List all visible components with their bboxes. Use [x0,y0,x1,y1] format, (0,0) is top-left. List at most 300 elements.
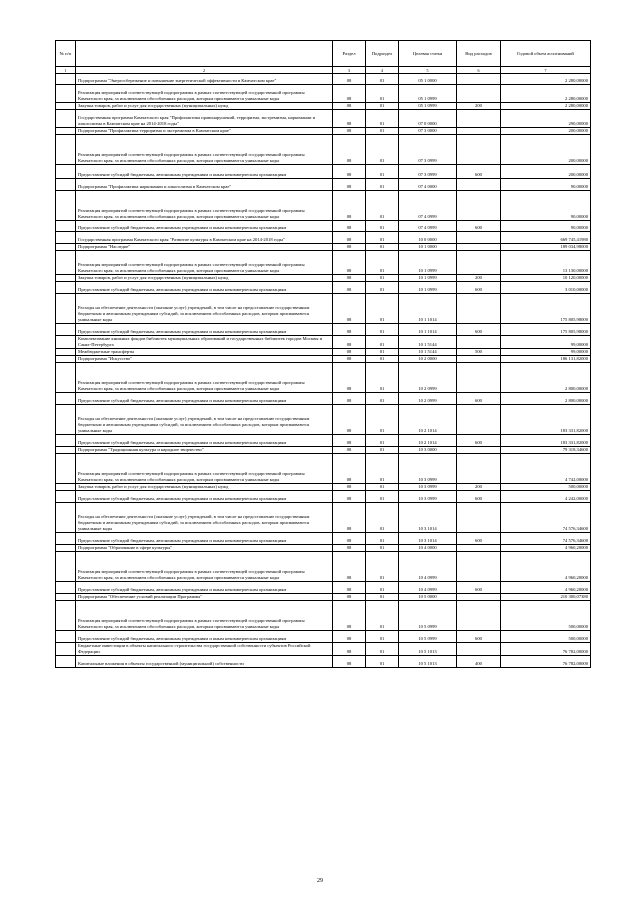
table-row [56,349,591,356]
cell-razdel: 08 [333,165,366,179]
cell-razdel: 08 [333,110,366,128]
cell-expense-type: 600 [457,282,501,294]
cell-amount: 79 318,34600 [501,447,591,454]
cell-name: Бюджетные инвестиции в объекты капитального строительства государственной собственности субъектов Российской Федерации [76,643,333,656]
cell-podrazdel: 01 [366,363,399,393]
cell-podrazdel: 01 [366,251,399,275]
cell-name: Реализация мероприятий соответствующей подпрограммы в рамках соответствующей государственной программы Камчатского края, за исключением обособленных расходов, которым присваиваются уникальные коды [76,191,333,221]
cell-number [56,336,76,349]
column-number: 7 [501,67,591,74]
table-row [56,251,591,275]
cell-razdel: 08 [333,349,366,356]
cell-amount: 3 010,00000 [501,282,591,294]
cell-target-article: 07 4 0999 [399,191,457,221]
cell-amount: 200,00000 [501,165,591,179]
table-row [56,601,591,631]
cell-name: Предоставление субсидий бюджетным, автономным учреждениям и иным некоммерческим организациям [76,324,333,336]
cell-amount: 183 331,82000 [501,435,591,447]
cell-name: Предоставление субсидий бюджетным, автономным учреждениям и иным некоммерческим организациям [76,393,333,405]
cell-number [56,447,76,454]
cell-name: Предоставление субсидий бюджетным, автономным учреждениям и иным некоммерческим организациям [76,631,333,643]
table-row [56,454,591,484]
column-number: 2 [76,67,333,74]
cell-podrazdel: 01 [366,110,399,128]
cell-target-article: 10 1 0999 [399,251,457,275]
cell-podrazdel: 01 [366,643,399,656]
cell-expense-type: 600 [457,435,501,447]
table-row [56,74,591,85]
table-row [56,275,591,282]
cell-expense-type: 200 [457,484,501,491]
cell-podrazdel: 01 [366,503,399,533]
cell-number [56,74,76,85]
cell-podrazdel: 01 [366,232,399,244]
table-row [56,165,591,179]
cell-podrazdel: 01 [366,135,399,165]
column-number: 6 [457,67,501,74]
cell-target-article: 10 3 0999 [399,491,457,503]
cell-number [56,165,76,179]
table-row [56,324,591,336]
cell-number [56,393,76,405]
column-number: 1 [56,67,76,74]
table-row [56,191,591,221]
table-row [56,435,591,447]
table-row [56,656,591,668]
cell-razdel: 08 [333,552,366,582]
cell-amount: 99,00000 [501,349,591,356]
cell-razdel: 08 [333,244,366,251]
cell-amount: 183 331,82000 [501,405,591,435]
cell-number [56,552,76,582]
cell-amount: 2 800,00000 [501,393,591,405]
cell-podrazdel: 01 [366,282,399,294]
cell-number [56,582,76,594]
table-row [56,631,591,643]
cell-razdel: 08 [333,435,366,447]
cell-target-article: 10 1 1014 [399,324,457,336]
cell-expense-type [457,74,501,85]
cell-amount: 200,00000 [501,128,591,135]
cell-razdel: 08 [333,631,366,643]
cell-target-article: 07 0 0000 [399,110,457,128]
table-row [56,244,591,251]
cell-razdel: 08 [333,232,366,244]
cell-target-article: 10 5 0000 [399,594,457,601]
cell-name: Расходы на обеспечение деятельности (оказание услуг) учреждений, в том числе на предоставление государственным бюджетным и автономным учреждениям субсидий, за исключением обособленных расходов, которым присваиваются уникальные коды [76,503,333,533]
cell-number [56,103,76,110]
table-row [56,484,591,491]
cell-razdel: 08 [333,135,366,165]
cell-razdel: 08 [333,643,366,656]
cell-razdel: 08 [333,491,366,503]
cell-amount: 500,00000 [501,601,591,631]
cell-name: Подпрограмма "Искусство" [76,356,333,363]
table-row [56,135,591,165]
cell-name: Государственная программа Камчатского края "Профилактика правонарушений, терроризма, экстремизма, наркомании и алкоголизма в Камчатском крае на 2014-2018 годы" [76,110,333,128]
cell-number [56,135,76,165]
cell-podrazdel: 01 [366,454,399,484]
table-row [56,85,591,103]
cell-number [56,631,76,643]
cell-name: Расходы на обеспечение деятельности (оказание услуг) учреждений, в том числе на предоставление государственным бюджетным и автономным учреждениям субсидий, за исключением обособленных расходов, которым присваиваются уникальные коды [76,294,333,324]
cell-amount: 74 576,34600 [501,533,591,545]
column-number: 5 [399,67,457,74]
cell-amount: 76 782,00000 [501,643,591,656]
cell-name: Предоставление субсидий бюджетным, автономным учреждениям и иным некоммерческим организациям [76,582,333,594]
cell-podrazdel: 01 [366,294,399,324]
cell-name: Предоставление субсидий бюджетным, автономным учреждениям и иным некоммерческим организациям [76,282,333,294]
cell-razdel: 08 [333,594,366,601]
cell-number [56,282,76,294]
cell-number [56,349,76,356]
cell-expense-type [457,363,501,393]
budget-table [55,40,591,668]
cell-razdel: 08 [333,179,366,191]
cell-amount: 4 960,20000 [501,582,591,594]
cell-target-article: 10 1 5144 [399,336,457,349]
cell-number [56,110,76,128]
cell-amount: 669 745,41980 [501,232,591,244]
cell-target-article: 10 1 5144 [399,349,457,356]
cell-expense-type: 600 [457,582,501,594]
cell-podrazdel: 01 [366,405,399,435]
header-podrazdel: Подраздел [366,41,399,67]
cell-razdel: 08 [333,656,366,668]
cell-number [56,191,76,221]
cell-amount: 175 805,98000 [501,294,591,324]
cell-podrazdel: 01 [366,103,399,110]
cell-target-article: 10 2 0999 [399,363,457,393]
cell-number [56,594,76,601]
table-row [56,503,591,533]
cell-amount: 74 576,34600 [501,503,591,533]
cell-name: Подпрограмма "Наследие" [76,244,333,251]
cell-expense-type: 600 [457,324,501,336]
cell-name: Закупка товаров, работ и услуг для государственных (муниципальных) нужд [76,275,333,282]
cell-number [56,601,76,631]
cell-podrazdel: 01 [366,128,399,135]
cell-amount: 90,00000 [501,191,591,221]
cell-razdel: 08 [333,103,366,110]
cell-razdel: 08 [333,503,366,533]
cell-target-article: 10 5 0999 [399,631,457,643]
cell-name: Предоставление субсидий бюджетным, автономным учреждениям и иным некоммерческим организациям [76,491,333,503]
cell-podrazdel: 01 [366,552,399,582]
cell-number [56,251,76,275]
cell-expense-type: 600 [457,221,501,232]
cell-target-article: 10 3 1014 [399,533,457,545]
cell-target-article: 10 5 1013 [399,643,457,656]
table-row [56,393,591,405]
cell-number [56,656,76,668]
cell-name: Подпрограмма "Профилактика терроризма и экстремизма в Камчатском крае" [76,128,333,135]
cell-razdel: 08 [333,128,366,135]
cell-target-article: 10 5 1013 [399,656,457,668]
cell-name: Закупка товаров, работ и услуг для государственных (муниципальных) нужд [76,484,333,491]
cell-target-article: 07 3 0000 [399,128,457,135]
cell-podrazdel: 01 [366,631,399,643]
cell-target-article: 05 1 0999 [399,103,457,110]
cell-expense-type [457,503,501,533]
header-number: № п/п [56,41,76,67]
cell-razdel: 08 [333,545,366,552]
cell-podrazdel: 01 [366,393,399,405]
cell-amount: 500,00000 [501,631,591,643]
cell-razdel: 08 [333,356,366,363]
cell-number [56,491,76,503]
cell-name: Капитальные вложения в объекты государственной (муниципальной) собственности [76,656,333,668]
cell-target-article: 10 3 1014 [399,503,457,533]
cell-expense-type [457,405,501,435]
cell-expense-type [457,545,501,552]
cell-razdel: 08 [333,484,366,491]
cell-name: Предоставление субсидий бюджетным, автономным учреждениям и иным некоммерческим организациям [76,221,333,232]
cell-number [56,128,76,135]
cell-razdel: 08 [333,582,366,594]
table-row [56,110,591,128]
table-row [56,552,591,582]
cell-number [56,435,76,447]
cell-podrazdel: 01 [366,484,399,491]
cell-expense-type [457,552,501,582]
cell-target-article: 10 0 0000 [399,232,457,244]
cell-expense-type [457,179,501,191]
cell-number [56,294,76,324]
cell-name: Предоставление субсидий бюджетным, автономным учреждениям и иным некоммерческим организациям [76,165,333,179]
cell-number [56,356,76,363]
cell-podrazdel: 01 [366,356,399,363]
cell-amount: 189 034,98000 [501,244,591,251]
table-row [56,103,591,110]
cell-razdel: 08 [333,324,366,336]
cell-target-article: 07 4 0000 [399,179,457,191]
table-row [56,356,591,363]
cell-podrazdel: 01 [366,165,399,179]
cell-razdel: 08 [333,251,366,275]
cell-number [56,405,76,435]
header-razdel: Раздел [333,41,366,67]
cell-target-article: 07 3 0999 [399,135,457,165]
cell-amount: 10 120,00000 [501,275,591,282]
cell-target-article: 10 4 0000 [399,545,457,552]
cell-razdel: 08 [333,363,366,393]
cell-podrazdel: 01 [366,447,399,454]
cell-name: Реализация мероприятий соответствующей подпрограммы в рамках соответствующей государственной программы Камчатского края, за исключением обособленных расходов, которым присваиваются уникальные коды [76,135,333,165]
cell-name: Предоставление субсидий бюджетным, автономным учреждениям и иным некоммерческим организациям [76,435,333,447]
table-row [56,533,591,545]
header-name [76,41,333,67]
cell-number [56,221,76,232]
cell-expense-type [457,244,501,251]
cell-expense-type [457,251,501,275]
table-row [56,232,591,244]
header-target-article: Целевая статья [399,41,457,67]
cell-podrazdel: 01 [366,545,399,552]
cell-podrazdel: 01 [366,594,399,601]
cell-number [56,244,76,251]
cell-target-article: 10 5 0999 [399,601,457,631]
cell-podrazdel: 01 [366,244,399,251]
cell-target-article: 10 3 0999 [399,454,457,484]
cell-amount: 90,00000 [501,221,591,232]
cell-target-article: 07 4 0999 [399,221,457,232]
cell-expense-type [457,336,501,349]
cell-razdel: 08 [333,336,366,349]
cell-number [56,232,76,244]
cell-razdel: 08 [333,447,366,454]
cell-razdel: 08 [333,221,366,232]
cell-expense-type [457,447,501,454]
cell-target-article: 10 4 0999 [399,552,457,582]
cell-number [56,533,76,545]
cell-razdel: 08 [333,405,366,435]
cell-number [56,85,76,103]
table-row [56,447,591,454]
cell-expense-type: 200 [457,275,501,282]
cell-target-article: 10 3 0999 [399,484,457,491]
cell-expense-type: 600 [457,491,501,503]
table-row [56,221,591,232]
cell-number [56,363,76,393]
cell-target-article: 10 3 0000 [399,447,457,454]
cell-razdel: 08 [333,454,366,484]
cell-expense-type [457,85,501,103]
column-number: 4 [366,67,399,74]
table-body [56,74,591,668]
cell-podrazdel: 01 [366,324,399,336]
cell-amount: 200,00000 [501,135,591,165]
table-row [56,363,591,393]
cell-razdel: 08 [333,533,366,545]
cell-name: Предоставление субсидий бюджетным, автономным учреждениям и иным некоммерческим организациям [76,533,333,545]
cell-number [56,643,76,656]
cell-expense-type [457,594,501,601]
cell-amount: 210 300,07380 [501,594,591,601]
cell-podrazdel: 01 [366,491,399,503]
cell-amount: 2 800,00000 [501,363,591,393]
cell-name: Комплектование книжных фондов библиотек муниципальных образований и государственных библиотек городов Москвы и Санкт-Петербурга [76,336,333,349]
cell-razdel: 08 [333,601,366,631]
cell-expense-type [457,643,501,656]
cell-number [56,275,76,282]
cell-target-article: 10 4 0999 [399,582,457,594]
cell-podrazdel: 01 [366,656,399,668]
cell-razdel: 08 [333,393,366,405]
cell-number [56,545,76,552]
cell-target-article: 05 1 0999 [399,85,457,103]
table-row [56,128,591,135]
cell-amount: 2 280,00000 [501,85,591,103]
header-annual-volume: Годовой объем ассигнований [501,41,591,67]
cell-expense-type: 500 [457,349,501,356]
cell-expense-type: 600 [457,631,501,643]
cell-razdel: 08 [333,294,366,324]
table-header-row [56,41,591,67]
cell-target-article: 10 2 0000 [399,356,457,363]
cell-name: Подпрограмма "Энергосбережение и повышение энергетической эффективности в Камчатском крае" [76,74,333,85]
cell-number [56,484,76,491]
cell-name: Подпрограмма "Образование в сфере культуры" [76,545,333,552]
table-row [56,294,591,324]
cell-razdel: 08 [333,85,366,103]
cell-number [56,179,76,191]
table-row [56,643,591,656]
cell-amount: 99,00000 [501,336,591,349]
cell-podrazdel: 01 [366,435,399,447]
cell-expense-type [457,232,501,244]
cell-name: Реализация мероприятий соответствующей подпрограммы в рамках соответствующей государственной программы Камчатского края, за исключением обособленных расходов, которым присваиваются уникальные коды [76,601,333,631]
table-row [56,594,591,601]
cell-expense-type: 400 [457,656,501,668]
cell-amount: 76 782,00000 [501,656,591,668]
page-number: 29 [317,878,323,884]
cell-amount: 4 960,20000 [501,545,591,552]
cell-podrazdel: 01 [366,582,399,594]
cell-target-article: 05 1 0000 [399,74,457,85]
cell-amount: 13 130,00000 [501,251,591,275]
cell-amount: 186 131,82000 [501,356,591,363]
cell-expense-type: 200 [457,103,501,110]
cell-target-article: 10 1 0999 [399,275,457,282]
cell-target-article: 10 1 0999 [399,282,457,294]
cell-name: Реализация мероприятий соответствующей подпрограммы в рамках соответствующей государственной программы Камчатского края, за исключением обособленных расходов, которым присваиваются уникальные коды [76,454,333,484]
column-number-row [56,67,591,74]
table-row [56,405,591,435]
cell-expense-type [457,128,501,135]
column-number: 3 [333,67,366,74]
cell-expense-type [457,454,501,484]
cell-podrazdel: 01 [366,85,399,103]
cell-name: Подпрограмма "Традиционная культура и народное творчество" [76,447,333,454]
cell-expense-type [457,191,501,221]
cell-razdel: 08 [333,74,366,85]
cell-razdel: 08 [333,275,366,282]
cell-amount: 4 960,20000 [501,552,591,582]
cell-expense-type [457,294,501,324]
cell-target-article: 10 1 0000 [399,244,457,251]
cell-podrazdel: 01 [366,601,399,631]
cell-target-article: 07 3 0999 [399,165,457,179]
cell-name: Реализация мероприятий соответствующей подпрограммы в рамках соответствующей государственной программы Камчатского края, за исключением обособленных расходов, которым присваиваются уникальные коды [76,363,333,393]
cell-target-article: 10 2 1014 [399,405,457,435]
cell-razdel: 08 [333,191,366,221]
cell-target-article: 10 2 1014 [399,435,457,447]
cell-amount: 290,00000 [501,110,591,128]
cell-number [56,454,76,484]
cell-expense-type [457,110,501,128]
cell-amount: 2 280,00000 [501,103,591,110]
cell-expense-type: 600 [457,533,501,545]
cell-target-article: 10 2 0999 [399,393,457,405]
cell-name: Реализация мероприятий соответствующей подпрограммы в рамках соответствующей государственной программы Камчатского края, за исключением обособленных расходов, которым присваиваются уникальные коды [76,85,333,103]
cell-name: Государственная программа Камчатского края "Развитие культуры в Камчатском крае на 2014-2018 годы" [76,232,333,244]
table-row [56,545,591,552]
cell-razdel: 08 [333,282,366,294]
cell-podrazdel: 01 [366,74,399,85]
cell-number [56,324,76,336]
cell-name: Подпрограмма "Обеспечение условий реализации Программы" [76,594,333,601]
cell-expense-type [457,135,501,165]
table-row [56,336,591,349]
table-row [56,179,591,191]
cell-name: Реализация мероприятий соответствующей подпрограммы в рамках соответствующей государственной программы Камчатского края, за исключением обособленных расходов, которым присваиваются уникальные коды [76,251,333,275]
cell-podrazdel: 01 [366,336,399,349]
cell-name: Межбюджетные трансферты [76,349,333,356]
cell-expense-type: 600 [457,393,501,405]
cell-podrazdel: 01 [366,275,399,282]
cell-podrazdel: 01 [366,179,399,191]
